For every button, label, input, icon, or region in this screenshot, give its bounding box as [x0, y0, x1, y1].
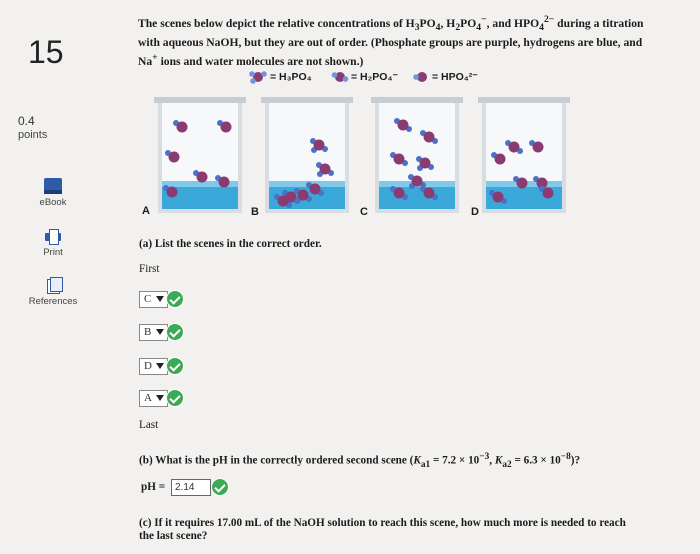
- order-row-2: [139, 323, 184, 341]
- beaker-label-b: B: [251, 206, 259, 218]
- legend-h3po4: = H₃PO₄: [248, 70, 312, 84]
- chevron-down-icon: [156, 395, 164, 401]
- ebook-button[interactable]: [18, 178, 88, 208]
- beaker-rim: [371, 97, 463, 103]
- points-value: 0.4: [18, 114, 35, 128]
- first-label: First: [139, 263, 160, 275]
- correct-check-icon: [211, 478, 229, 496]
- beaker-label-c: C: [360, 206, 368, 218]
- references-button[interactable]: [18, 277, 88, 307]
- order-row-4: [139, 389, 184, 407]
- points-label: points: [18, 129, 48, 141]
- correct-check-icon: [166, 357, 184, 375]
- ph-label: pH =: [141, 481, 166, 493]
- beaker-rim: [261, 97, 353, 103]
- order-select-4[interactable]: A: [139, 390, 168, 407]
- part-a-prompt: (a) List the scenes in the correct order.: [139, 238, 322, 250]
- beaker-a: [154, 97, 246, 218]
- last-label: Last: [139, 419, 159, 431]
- beaker-graphic: [371, 97, 463, 213]
- correct-check-icon: [166, 323, 184, 341]
- beaker-graphic: [261, 97, 353, 213]
- chevron-down-icon: [156, 363, 164, 369]
- beaker-d: [478, 97, 570, 218]
- question-text: The scenes below depict the relative concentrations of $H_3PO_4$, $H_2PO_4^-$, and $HPO_4^{2-}$ during a titration with aqueous NaOH, but they are out of order. (Phosphate groups are purple, hydrogens are blue, and Na+ ions and water molecules are not shown.): [138, 14, 644, 69]
- beaker-rim: [478, 97, 570, 103]
- beaker-rim: [154, 97, 246, 103]
- legend-h2po4: = H₂PO₄⁻: [331, 70, 398, 84]
- h3po4-molecule-icon: [248, 70, 268, 84]
- chevron-down-icon: [156, 329, 164, 335]
- question-number: 15: [28, 34, 64, 70]
- order-select-3[interactable]: D: [139, 358, 168, 375]
- h2po4-molecule-icon: [331, 70, 349, 84]
- order-row-1: [139, 290, 184, 308]
- hpo4-molecule-icon: [412, 70, 430, 84]
- beaker-c: [371, 97, 463, 218]
- part-c-prompt: (c) If it requires 17.00 mL of the NaOH solution to reach this scene, how much more is needed to reach the last scene?: [139, 517, 626, 542]
- beaker-label-a: A: [142, 205, 150, 217]
- ph-answer-field[interactable]: 2.14: [171, 479, 211, 496]
- references-icon: [44, 277, 62, 293]
- order-row-3: [139, 357, 184, 375]
- order-select-1[interactable]: C: [139, 291, 168, 308]
- printer-icon: [44, 228, 62, 244]
- beaker-b: [261, 97, 353, 218]
- legend-hpo4: = HPO₄²⁻: [412, 70, 478, 84]
- beaker-label-d: D: [471, 206, 479, 218]
- correct-check-icon: [166, 389, 184, 407]
- order-select-2[interactable]: B: [139, 324, 168, 341]
- chevron-down-icon: [156, 296, 164, 302]
- part-b-prompt: (b) What is the pH in the correctly ordered second scene ($K_{a1} = 7.2 \times 10^{-3}$, $K_{a2} = 6.3 \times 10^{-8}$)?: [139, 452, 581, 470]
- correct-check-icon: [166, 290, 184, 308]
- beaker-graphic: [154, 97, 246, 213]
- references-label: References: [28, 296, 78, 307]
- book-icon: [44, 178, 62, 194]
- print-button[interactable]: [18, 228, 88, 258]
- ebook-label: eBook: [39, 197, 67, 208]
- beaker-graphic: [478, 97, 570, 213]
- print-label: Print: [43, 247, 63, 258]
